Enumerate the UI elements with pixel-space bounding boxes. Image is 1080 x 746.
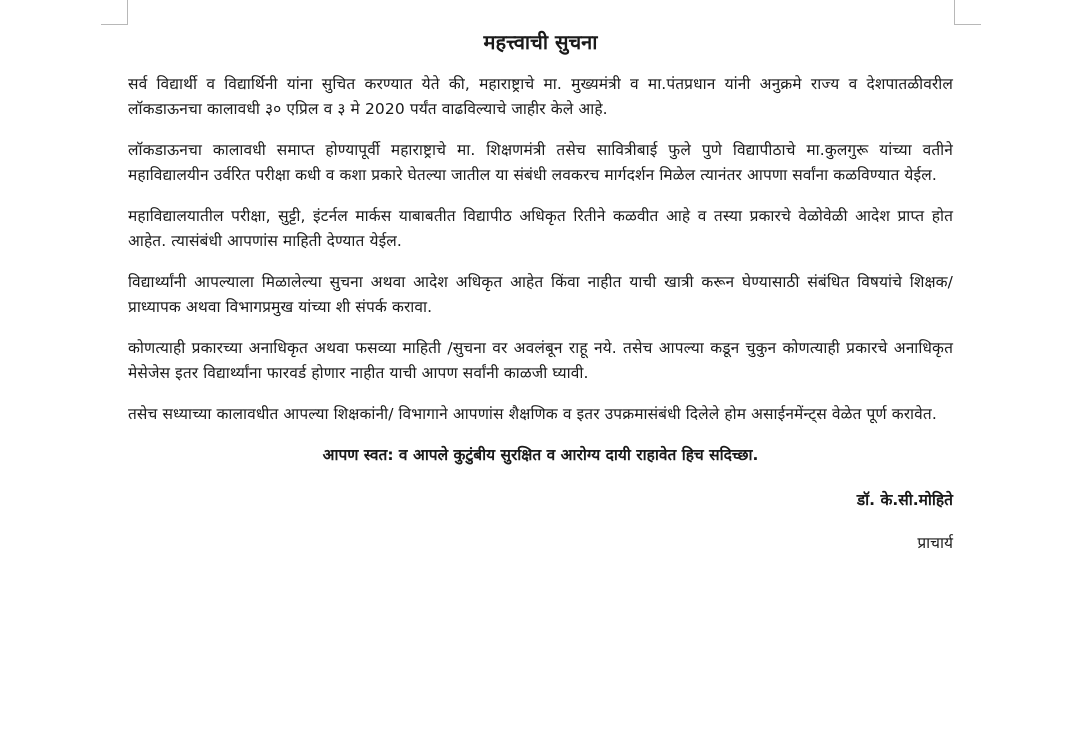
crop-mark-top-left xyxy=(101,0,128,25)
signatory-name: डॉ. के.सी.मोहिते xyxy=(856,491,953,509)
notice-paragraph-6: तसेच सध्याच्या कालावधीत आपल्या शिक्षकांनी/ विभागाने आपणांस शैक्षणिक व इतर उपक्रमासंबंधी दिलेले होम असाईनमेंन्ट्स वेळेत पूर्ण करावेत. xyxy=(128,405,937,423)
notice-title: महत्त्वाची सुचना xyxy=(483,30,598,54)
crop-mark-top-right xyxy=(954,0,981,25)
notice-paragraph-4: विद्यार्थ्यांनी आपल्याला मिळालेल्या सुचना अथवा आदेश अधिकृत आहेत किंवा नाहीत याची खात्री करून घेण्यासाठी संबंधित विषयांचे शिक्षक/ प्राध्यापक अथवा विभागप्रमुख यांच्या शी संपर्क करावा. xyxy=(128,273,953,316)
signatory-designation: प्राचार्य xyxy=(917,534,953,552)
notice-paragraph-1: सर्व विद्यार्थी व विद्यार्थिनी यांना सुचित करण्यात येते की, महाराष्ट्राचे मा. मुख्यमंत्री व मा.पंतप्रधान यांनी अनुक्रमे राज्य व देशपातळीवरील लॉकडाऊनचा कालावधी ३० एप्रिल व ३ मे 2020 पर्यंत वाढविल्याचे जाहीर केले आहे. xyxy=(128,75,953,118)
notice-paragraph-3: महाविद्यालयातील परीक्षा, सुट्टी, इंटर्नल मार्कस याबाबतीत विद्यापीठ अधिकृत रितीने कळवीत आहे व तस्या प्रकारचे वेळोवेळी आदेश प्राप्त होत आहेत. त्यासंबंधी आपणांस माहिती देण्यात येईल. xyxy=(128,207,953,250)
notice-body xyxy=(128,26,953,556)
closing-wish: आपण स्वत: व आपले कुटुंबीय सुरक्षित व आरोग्य दायी राहावेत हिच सदिच्छा. xyxy=(322,446,759,464)
notice-paragraph-5: कोणत्याही प्रकारच्या अनाधिकृत अथवा फसव्या माहिती /सुचना वर अवलंबून राहू नये. तसेच आपल्या कडून चुकुन कोणत्याही प्रकारचे अनाधिकृत मेसेजेस इतर विद्यार्थ्यांना फारवर्ड होणार नाहीत याची आपण सर्वांनी काळजी घ्यावी. xyxy=(128,339,953,382)
notice-paragraph-2: लॉकडाऊनचा कालावधी समाप्त होण्यापूर्वी महाराष्ट्राचे मा. शिक्षणमंत्री तसेच सावित्रीबाई फुले पुणे विद्यापीठाचे मा.कुलगुरू यांच्या वतीने महाविद्यालयीन उर्वरित परीक्षा कधी व कशा प्रकारे घेतल्या जातील या संबंधी लवकरच मार्गदर्शन मिळेल त्यानंतर आपणा सर्वांना कळविण्यात येईल. xyxy=(128,141,953,184)
